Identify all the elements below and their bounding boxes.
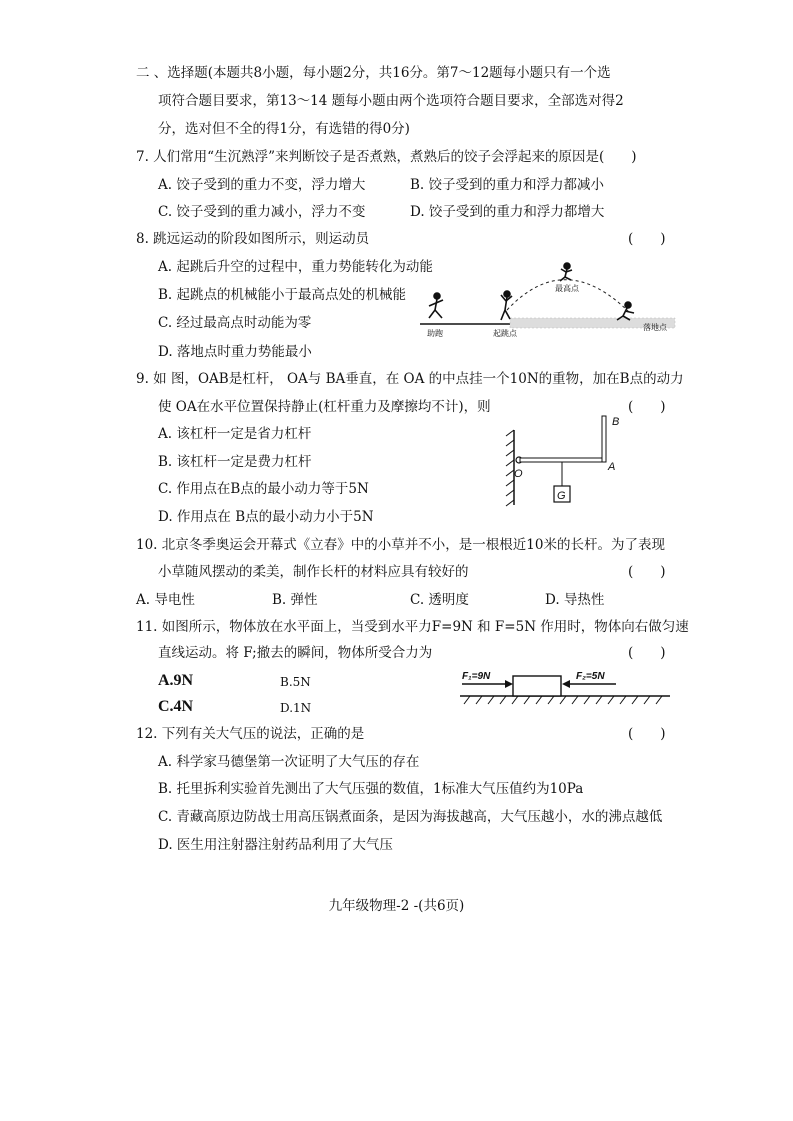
top-figure [560,263,572,281]
label-b: B [612,416,620,428]
q8-option-a: A. 起跳后升空的过程中，重力势能转化为动能 [158,259,433,275]
q10-option-c: C. 透明度 [410,592,469,608]
q12-option-d: D. 医生用注射器注射药品利用了大气压 [158,837,393,853]
label-f2: F₂=5N [576,671,605,682]
label-f1: F₁=9N [462,671,491,682]
q7-option-b: B. 饺子受到的重力和浮力都减小 [410,177,605,193]
q9-stem-line2: 使 OA在水平位置保持静止(杠杆重力及摩擦均不计)，则 [158,399,491,415]
page-footer: 九年级物理-2 -(共6页) [328,898,465,914]
lever-figure [500,410,630,515]
q11-answer-paren: ( ) [628,645,666,661]
q11-option-b: B.5N [280,675,311,689]
label-g: G [557,490,566,502]
q10-stem-line2: 小草随风摆动的柔美，制作长杆的材料应具有较好的 [158,564,469,580]
q8-option-d: D. 落地点时重力势能最小 [158,344,312,360]
q7-option-d: D. 饺子受到的重力和浮力都增大 [410,204,605,220]
q9-option-d: D. 作用点在 B点的最小动力小于5N [158,509,374,525]
label-land: 落地点 [643,323,667,332]
q8-stem: 8. 跳远运动的阶段如图所示，则运动员 [136,231,370,247]
lever-arm-ab [602,416,606,462]
q9-option-b: B. 该杠杆一定是费力杠杆 [158,454,312,470]
long-jump-figure [415,258,680,340]
landing-figure [617,302,634,320]
force-figure [458,668,673,708]
q12-option-b: B. 托里拆利实验首先测出了大气压强的数值，1标准大气压值约为10Pa [158,781,584,797]
q10-answer-paren: ( ) [628,564,666,580]
q12-stem: 12. 下列有关大气压的说法，正确的是 [136,726,365,742]
q12-option-a: A. 科学家马德堡第一次证明了大气压的存在 [158,754,420,770]
q10-option-a: A. 导电性 [136,592,195,608]
section-heading-line3: 分，选对但不全的得1分，有选错的得0分) [158,121,410,137]
q11-option-c: C.4N [158,698,194,715]
q9-answer-paren: ( ) [628,399,666,415]
q11-stem-line2: 直线运动。将 F;撤去的瞬间，物体所受合力为 [158,645,433,661]
takeoff-figure [501,291,512,320]
q8-answer-paren: ( ) [628,231,666,247]
label-a: A [608,461,616,473]
q12-answer-paren: ( ) [628,726,666,742]
q7-option-a: A. 饺子受到的重力不变，浮力增大 [158,177,366,193]
block [513,676,561,696]
wall-hatch [506,430,514,506]
q7-stem: 7. 人们常用“生沉熟浮”来判断饺子是否煮熟，煮熟后的饺子会浮起来的原因是( ) [136,149,637,165]
q9-stem-line1: 9. 如 图，OAB是杠杆， OA与 BA垂直，在 OA 的中点挂一个10N的重物，加在B点的动力 [136,371,684,387]
label-o: O [514,468,523,480]
q7-option-c: C. 饺子受到的重力减小，浮力不变 [158,204,366,220]
q10-option-b: B. 弹性 [272,592,318,608]
q11-stem-line1: 11. 如图所示，物体放在水平面上，当受到水平力F=9N 和 F=5N 作用时，物体向右做匀速 [136,619,689,635]
q8-option-c: C. 经过最高点时动能为零 [158,315,312,331]
force-f2-arrowhead [562,680,570,688]
q11-option-d: D.1N [280,701,312,715]
q9-option-a: A. 该杠杆一定是省力杠杆 [158,426,312,442]
force-f1-arrowhead [505,680,513,688]
label-takeoff: 起跳点 [493,329,517,338]
q11-option-a: A.9N [158,672,194,689]
section-heading-line2: 项符合题目要求，第13～14 题每小题由两个选项符合题目要求，全部选对得2 [158,93,624,109]
runner-figure [429,293,443,318]
q9-option-c: C. 作用点在B点的最小动力等于5N [158,481,369,497]
label-run: 助跑 [427,329,443,338]
lever-arm-oa [520,458,606,462]
q8-option-b: B. 起跳点的机械能小于最高点处的机械能 [158,287,407,303]
section-heading-line1: 二 、选择题(本题共8小题，每小题2分，共16分。第7～12题每小题只有一个选 [136,65,611,81]
q10-stem-line1: 10. 北京冬季奥运会开幕式《立春》中的小草并不小，是一根根近10米的长杆。为了表现 [136,537,665,553]
ground-hatch [464,696,662,704]
q12-option-c: C. 青藏高原边防战士用高压锅煮面条，是因为海拔越高，大气压越小，水的沸点越低 [158,809,663,825]
label-top: 最高点 [555,284,579,293]
q10-option-d: D. 导热性 [545,592,605,608]
